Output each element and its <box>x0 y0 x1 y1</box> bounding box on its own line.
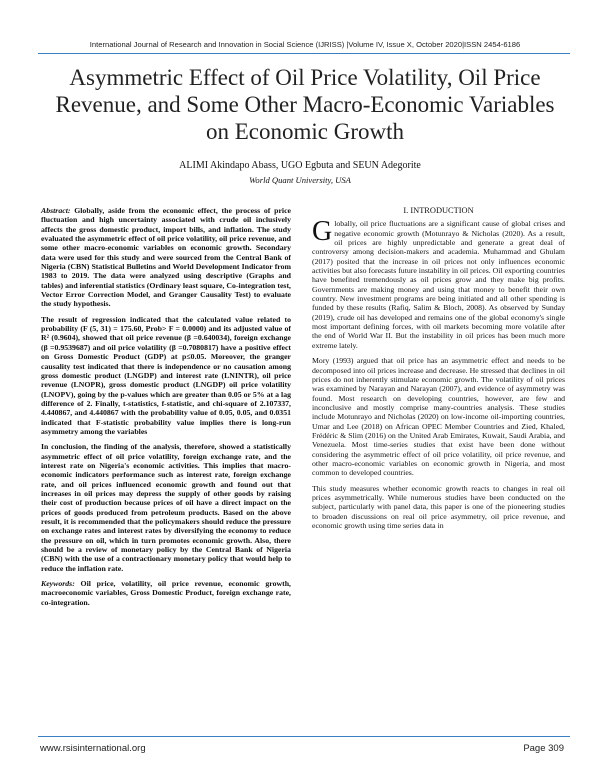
abstract-paragraph-3: In conclusion, the finding of the analysis, therefore, showed a statistically asymmetric effect of oil price volatility, foreign exchange rate, and the interest rate on Nigeria's economic activities. This implies that macro-economic indicators performance such as interest rate, foreign exchange rate, and oil prices influenced economic growth and found out that increases in oil prices may depress the supply of other goods by raising their cost of production because prices of oil have a direct impact on the prices of goods produced from petroleum products. Based on the above result, it is recommended that the policymakers should reduce the pressure on exchange rates and interest rates by diversifying the economy to reduce the pressure on oil, which in turn promotes economic growth. Also, there should be a review of monetary policy by the Central Bank of Nigeria (CBN) with the use of a contractionary monetary policy that would help to reduce the inflation rate. <box>41 442 291 573</box>
page-number: Page 309 <box>523 743 564 754</box>
abstract-label: Abstract: <box>41 206 71 215</box>
intro-paragraph-3: This study measures whether economic growth reacts to changes in real oil prices asymmetrically. While numerous studies have been conducted on the subject, particularly with panel data, this paper is one of the pioneering studies to broaden discussions on real oil price asymmetry, oil price revenue, and economic growth using time series data in <box>312 483 565 530</box>
intro-paragraph-1: Globally, oil price fluctuations are a significant cause of global crises and negative economic growth (Motunrayo & Nicholas (2020). As a result, oil prices are highly unpredictable and generate a great deal of controversy among decision-makers and academia. Muhammad and Ghulam (2017) posited that the increase in oil prices not only influences economic activities but also forecasts future instability in oil prices. Oil exporting countries have benefited tremendously as oil prices grow and they make big profits. Governments are making money and using that money to benefit their own country. New investment programs are being initiated and all other spending is funded by these results (Rafiq, Salim & Bloch, 2008). As observed by Sunday (2019), crude oil has developed and remains one of the global economy's single most important defining forces, with oil markets becoming more volatile after the end of World War II. But the instability in oil prices has been much more extreme lately. <box>312 216 565 350</box>
abstract-paragraph-2: The result of regression indicated that the calculated value related to probability (F (5, 31) = 175.60, Prob> F = 0.0000) and its adjusted value of R² (0.9604), showed that oil price revenue (β =0.640034), foreign exchange (β =0.9539687) and oil price volatility (β =0.7080817) have a positive effect on Gross Domestic Product (GDP) at p≤0.05. Moreover, the granger causality test indicated that there is independence or no causation among gross domestic product (LNGDP) and interest rate (LNINTR), oil price revenue (LNOPR), gross domestic product (LNGDP) oil price volatility (LNOPV), going by the p-values which are greater than 0.05 or 5% at a lag difference of 2. Finally, t-statistics, f-statistic, and chi-square of 2.107337, 4.440867, and 4.440867 with the probability value of 0.05, 0.05, and 0.0351 indicated that F-statistic probability value implies there is long-run asymmetry among the variables <box>41 314 291 436</box>
footer-rule <box>38 736 570 737</box>
keywords: Keywords: Oil price, volatility, oil price revenue, economic growth, macroeconomic variables, Gross Domestic Product, foreign exchange rate, co-integration. <box>41 579 291 607</box>
abstract-column <box>41 206 291 613</box>
affiliation: World Quant University, USA <box>249 175 351 185</box>
introduction-column <box>312 206 565 536</box>
drop-cap: G <box>312 216 333 248</box>
section-heading: I. INTRODUCTION <box>403 206 474 215</box>
keywords-label: Keywords: <box>41 579 75 589</box>
abstract-paragraph-1: Abstract: Globally, aside from the economic effect, the process of price fluctuation and high uncertainty associated with crude oil inclusively affects the gross domestic product, import bills, and inflation. The study evaluated the asymmetric effect of oil price volatility, oil price revenue, and some other macro-economic variables on economic growth. Secondary data were used for this study and were sourced from the Central Bank of Nigeria (CBN) Statistical Bulletins and World Development Indicator from 1983 to 2019. The data were analyzed using descriptive (Graphs and tables) and inferential statistics (Ordinary least square, Co-integration test, Vector Error Correction Model, and Granger Causality Test) to evaluate the study hypothesis. <box>41 206 291 309</box>
footer-website: www.rsisinternational.org <box>40 743 146 754</box>
author-list: ALIMI Akindapo Abass, UGO Egbuta and SEUN Adegorite <box>179 160 421 171</box>
paper-title: Asymmetric Effect of Oil Price Volatility, Oil Price Revenue, and Some Other Macro-Economic Variables on Economic Growth <box>55 65 555 144</box>
intro-paragraph-2: Mory (1993) argued that oil price has an asymmetric effect and needs to be decomposed into oil prices increase and decrease. He stressed that declines in oil prices do not inherently stimulate economic growth. The volatility of oil prices was examined by Narayan and Narayan (2007), and evidence of asymmetry was found. Most research on developing countries, however, are few and inconclusive and mostly comprise many-countries analysis. These studies include Motunrayo and Nicholas (2020) on low-income oil-importing countries, Umar and Lee (2018) on African OPEC Member Countries and Zied, Khaled, Frédéric & Slim (2016) on the United Arab Emirates, Kuwait, Saudi Arabia, and Venezuela. Most time-series studies that exist have been done without considering the asymmetric effect of oil price volatility, oil price revenue, and other macro-economic variables on economic growth in Nigeria, and most common to developed countries. <box>312 356 565 478</box>
header-rule <box>38 53 570 54</box>
journal-header: International Journal of Research and Innovation in Social Science (IJRISS) |Volume IV, Issue X, October 2020|ISSN 2454-6186 <box>89 40 521 49</box>
